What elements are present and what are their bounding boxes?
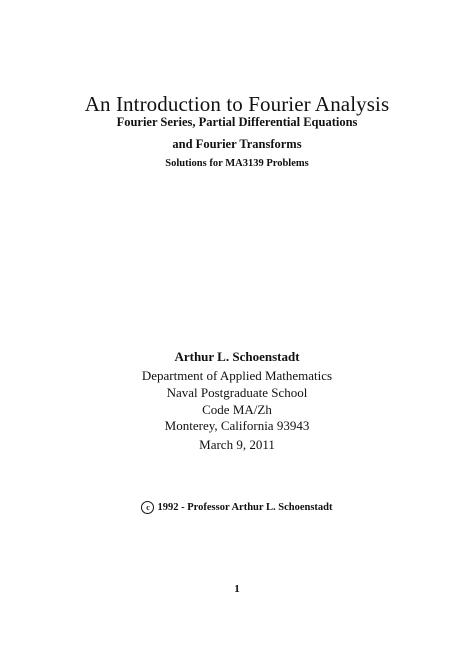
- document-subtitle-line-2: and Fourier Transforms: [172, 137, 302, 151]
- document-subtitle-line-1: Fourier Series, Partial Differential Equations: [116, 115, 358, 129]
- author-code: Code MA/Zh: [202, 402, 272, 417]
- copyright-notice: [0, 501, 474, 514]
- page-number: 1: [234, 583, 240, 595]
- document-title: An Introduction to Fourier Analysis: [84, 92, 390, 116]
- solutions-note: Solutions for MA3139 Problems: [165, 158, 309, 169]
- author-name: Arthur L. Schoenstadt: [174, 349, 300, 364]
- copyright-text: 1992 - Professor Arthur L. Schoenstadt: [157, 502, 333, 513]
- author-city: Monterey, California 93943: [164, 418, 310, 433]
- author-department: Department of Applied Mathematics: [141, 368, 333, 383]
- copyright-icon: c: [141, 501, 154, 514]
- document-date: March 9, 2011: [199, 437, 275, 452]
- author-school: Naval Postgraduate School: [166, 385, 308, 400]
